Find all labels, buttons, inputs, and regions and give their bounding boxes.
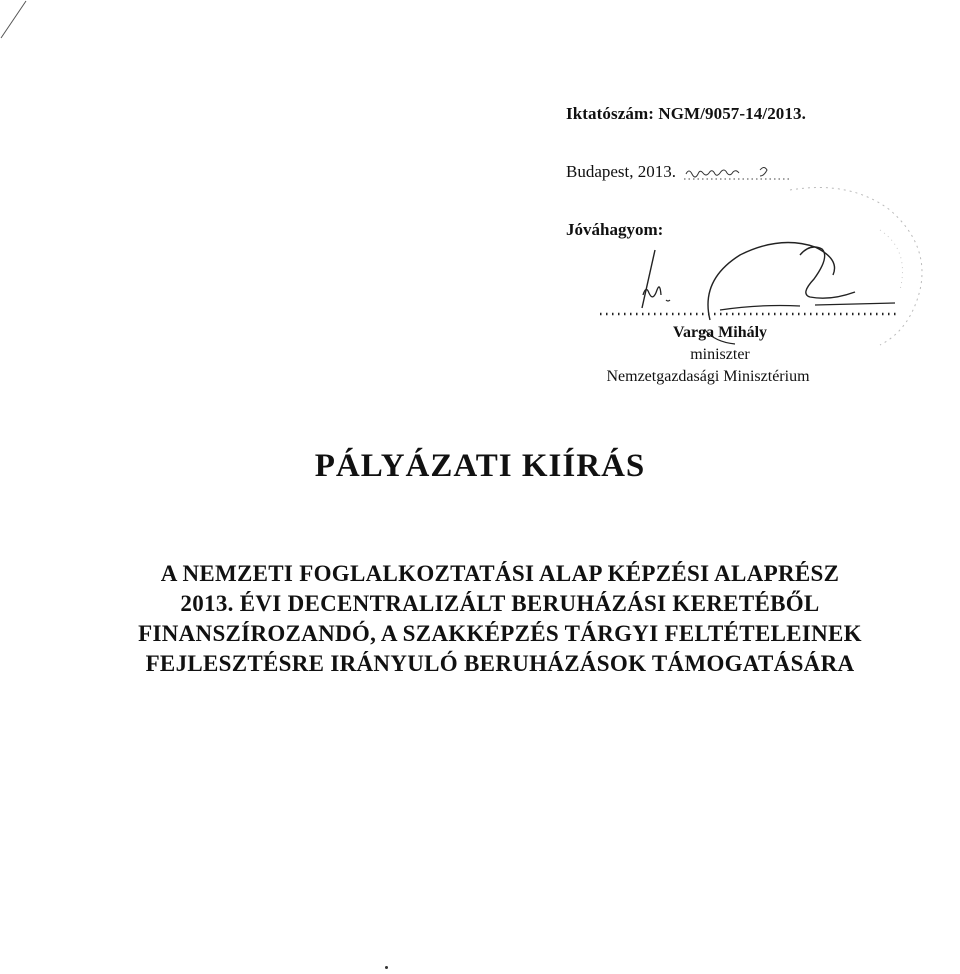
signatory-name: Varga Mihály [672,324,768,341]
approval-label: Jóváhagyom: [566,220,664,239]
registration-value: NGM/9057-14/2013. [658,104,806,123]
signatory-block [600,322,840,388]
registration-label: Iktatószám: [566,104,654,123]
subject-line: 2013. ÉVI DECENTRALIZÁLT BERUHÁZÁSI KERETÉBŐL [180,591,820,616]
signatory-organization: Nemzetgazdasági Minisztérium [606,368,810,385]
signatory-role: miniszter [690,346,750,363]
registration-number [566,104,806,124]
subject-line: FINANSZÍROZANDÓ, A SZAKKÉPZÉS TÁRGYI FELTÉTELEINEK [138,621,862,646]
subject-line: A NEMZETI FOGLALKOZTATÁSI ALAP KÉPZÉSI ALAPRÉSZ [160,561,840,586]
corner-pen-mark [0,0,40,40]
document-title: PÁLYÁZATI KIÍRÁS [314,448,646,484]
document-subject [100,559,900,679]
signature-dotted-line [598,302,898,322]
subject-line: FEJLESZTÉSRE IRÁNYULÓ BERUHÁZÁSOK TÁMOGATÁSÁRA [145,651,855,676]
scan-speck [385,966,388,969]
city-date-label: Budapest, 2013. [566,162,677,181]
